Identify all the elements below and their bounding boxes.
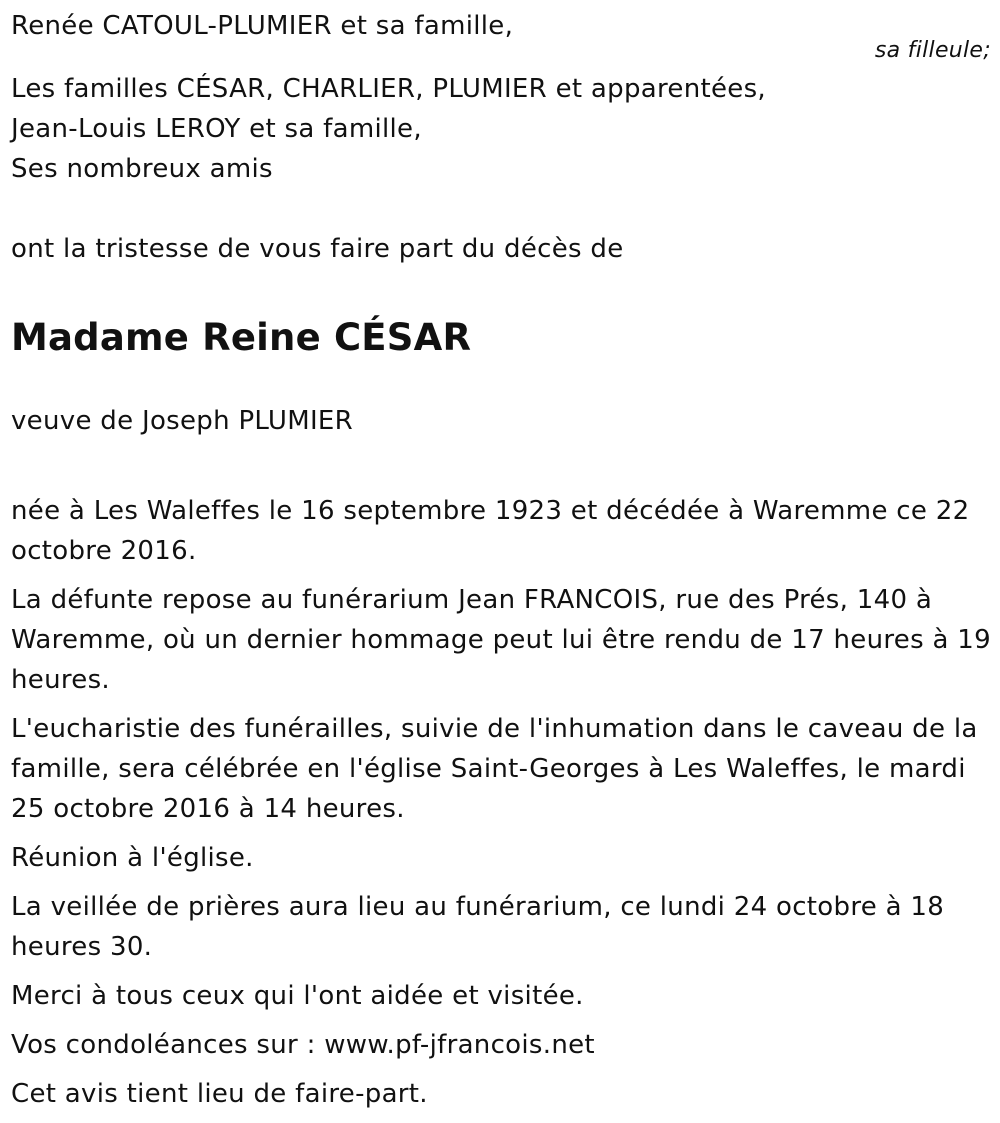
vigil-paragraph: La veillée de prières aura lieu au funérarium, ce lundi 24 octobre à 18 heures 30. bbox=[11, 892, 945, 962]
eucharist-paragraph: L'eucharistie des funérailles, suivie de l'inhumation dans le caveau de la famille, sera célébrée en l'église Saint-Georges à Les Waleffes, le mardi 25 octobre 2016 à 14 heures. bbox=[11, 714, 978, 824]
funeral-home-paragraph: La défunte repose au funérarium Jean FRANCOIS, rue des Prés, 140 à Waremme, où un dernier hommage peut lui être rendu de 17 heures à 19 heures. bbox=[11, 585, 991, 695]
gathering-paragraph: Réunion à l'église. bbox=[11, 843, 254, 873]
thanks-paragraph: Merci à tous ceux qui l'ont aidée et visitée. bbox=[11, 981, 584, 1011]
announcement-text: ont la tristesse de vous faire part du décès de bbox=[11, 234, 624, 264]
family-line: Les familles CÉSAR, CHARLIER, PLUMIER et apparentées, bbox=[11, 74, 766, 104]
deceased-name: Madame Reine CÉSAR bbox=[11, 316, 472, 359]
widow-of-text: veuve de Joseph PLUMIER bbox=[11, 406, 354, 436]
notice-paragraph: Cet avis tient lieu de faire-part. bbox=[11, 1079, 428, 1109]
first-family-line: Renée CATOUL-PLUMIER et sa famille, bbox=[11, 11, 514, 41]
relationship-label: sa filleule; bbox=[874, 38, 991, 63]
family-line: Ses nombreux amis bbox=[11, 154, 273, 184]
family-line: Jean-Louis LEROY et sa famille, bbox=[11, 114, 422, 144]
obituary-notice bbox=[11, 6, 991, 1123]
family-list bbox=[11, 69, 991, 189]
notice-details bbox=[11, 491, 991, 1114]
birth-death-paragraph: née à Les Waleffes le 16 septembre 1923 et décédée à Waremme ce 22 octobre 2016. bbox=[11, 496, 970, 566]
condolences-paragraph: Vos condoléances sur : www.pf-jfrancois.net bbox=[11, 1030, 595, 1060]
